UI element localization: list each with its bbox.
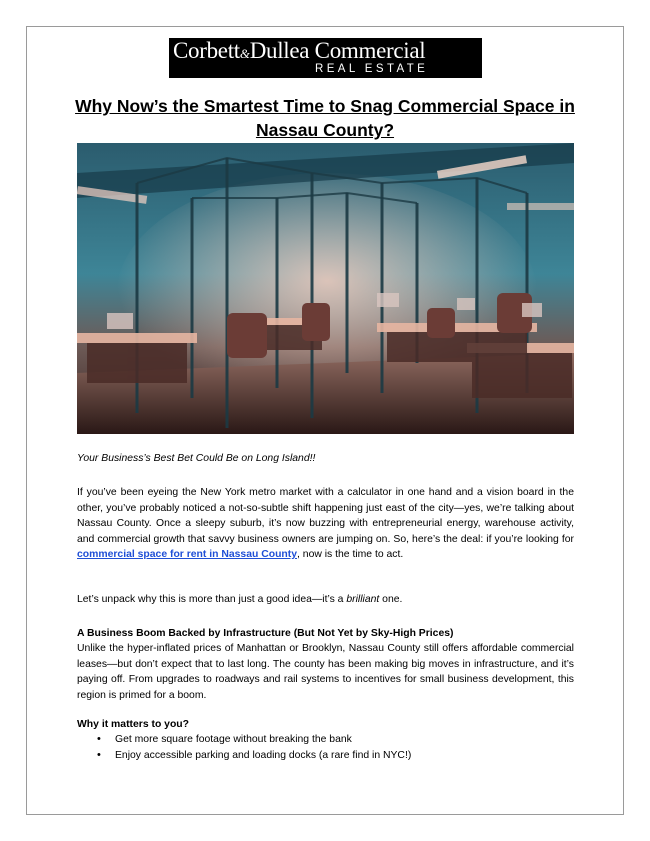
intro-text-start: If you’ve been eyeing the New York metro market with a calculator in one hand and a vision board in the other, you’ve probably noticed a not-so-subtle shift happening just east of the city—yes, we’re talking about Nassau County. Once a sleepy suburb, it’s now buzzing with entrepreneurial energy, warehouse activity, and commercial growth that savvy business owners are jumping on. So, here’s the deal: if you’re looking for	[77, 487, 574, 545]
logo-name-part1: Corbett	[173, 38, 240, 63]
logo-ampersand: &	[239, 46, 250, 61]
office-interior-illustration	[77, 143, 574, 434]
list-item: • Get more square footage without breaking the bank	[95, 732, 565, 748]
logo-tagline: REAL ESTATE	[315, 63, 429, 75]
intro-paragraph	[77, 485, 574, 563]
unpack-text-end: one.	[379, 594, 403, 605]
article-title: Why Now’s the Smartest Time to Snag Commercial Space in Nassau County?	[75, 96, 575, 140]
section-heading-why-it-matters: Why it matters to you?	[77, 719, 189, 730]
unpack-text-start: Let’s unpack why this is more than just a good idea—it’s a	[77, 594, 347, 605]
section-heading-infrastructure: A Business Boom Backed by Infrastructure (But Not Yet by Sky-High Prices)	[77, 628, 454, 639]
unpack-paragraph	[77, 592, 574, 608]
office-interior-photo	[77, 143, 574, 434]
unpack-emphasis: brilliant	[346, 594, 380, 605]
commercial-space-link[interactable]: commercial space for rent in Nassau County	[77, 549, 298, 560]
infrastructure-paragraph: Unlike the hyper-inflated prices of Manhattan or Brooklyn, Nassau County still offers affordable commercial leases—but don’t expect that to last long. The county has been making big moves in infrastructure, and it’s paying off. From upgrades to roadways and rail systems to incentives for small business development, this region is primed for a boom.	[77, 643, 574, 701]
intro-text-end: , now is the time to act.	[297, 549, 404, 560]
logo-name-part2: Dullea Commercial	[249, 38, 426, 63]
benefits-list	[95, 732, 565, 763]
company-logo	[169, 38, 482, 78]
logo-wordmark	[173, 38, 480, 64]
article-subtitle: Your Business’s Best Bet Could Be on Long Island!!	[77, 453, 316, 464]
list-item: • Enjoy accessible parking and loading docks (a rare find in NYC!)	[95, 748, 565, 764]
